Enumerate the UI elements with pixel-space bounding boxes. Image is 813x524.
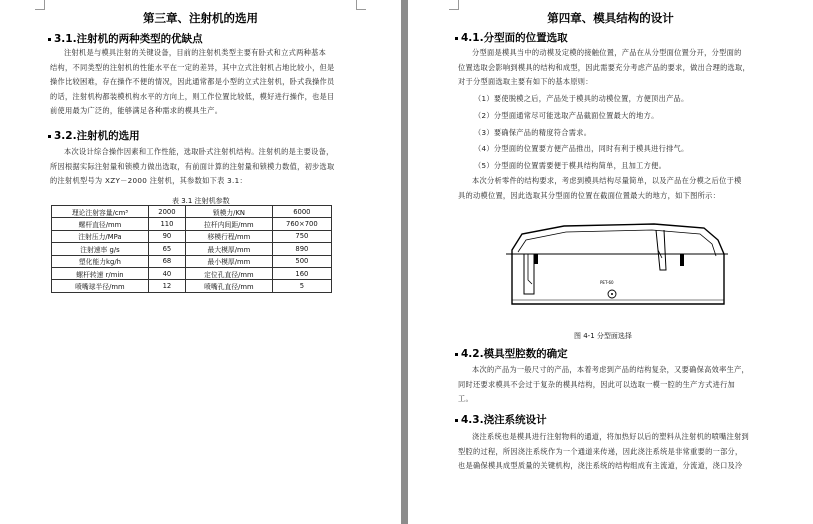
text-line: 注射机是与模具注射的关键设备，目前的注射机类型主要有卧式和立式两种基本 xyxy=(64,48,327,57)
table-value-cell: 12 xyxy=(148,280,185,292)
text-line: 对于分型面选取主要有如下的基本原则： xyxy=(458,77,593,86)
table-value-cell: 750 xyxy=(272,230,331,242)
parting-surface-figure xyxy=(504,210,730,324)
section-heading: 4.3.浇注系统设计 xyxy=(455,412,547,427)
table-value-cell: 5 xyxy=(272,280,331,292)
section-heading: 3.1.注射机的两种类型的优缺点 xyxy=(48,31,203,46)
table-value-cell: 890 xyxy=(272,243,331,255)
table-row xyxy=(52,267,332,279)
text-line: 具的动模位置，因此选取其分型面的位置在截面位置最大的地方，如下图所示： xyxy=(458,190,721,200)
table-value-cell: 500 xyxy=(272,255,331,267)
section-body xyxy=(458,430,772,474)
table-value-cell: 90 xyxy=(148,230,185,242)
table-row xyxy=(52,230,332,242)
section-body xyxy=(50,46,355,119)
section-heading: 4.2.模具型腔数的确定 xyxy=(455,346,568,361)
chapter-title: 第四章、模具结构的设计 xyxy=(547,11,674,25)
table-value-cell: 110 xyxy=(148,218,185,230)
section-body xyxy=(458,46,772,90)
table-param-cell: 螺杆转速 r/min xyxy=(52,267,149,279)
text-line: 本次的产品为一般尺寸的产品，本着考虑到产品的结构复杂，又要确保高效率生产， xyxy=(472,365,750,374)
rule-item: （5）分型面的位置需要便于模具结构简单，且加工方便。 xyxy=(474,161,667,170)
figure-dimension-label: PET-60 xyxy=(600,280,614,285)
table-param-cell: 喷嘴球半径/mm xyxy=(52,280,149,292)
text-line: 结构，不同类型的注射机的性能水平在一定的差异，其中立式注射机占地比较小，但是 xyxy=(50,62,335,72)
table-value-cell: 160 xyxy=(272,267,331,279)
bullet-icon xyxy=(455,37,458,40)
table-param-cell: 注射速率 g/s xyxy=(52,243,149,255)
document-page-left xyxy=(0,0,401,524)
table-param-cell: 螺杆直径/mm xyxy=(52,218,149,230)
table-param-cell: 锁模力/KN xyxy=(186,206,273,218)
table-value-cell: 2000 xyxy=(148,206,185,218)
injection-machine-spec-table xyxy=(51,205,332,293)
section-heading: 3.2.注射机的选用 xyxy=(48,128,140,143)
text-line: 型腔的过程，所因浇注系统作为一个通道来传递，因此浇注系统是非常重要的一部分， xyxy=(458,446,743,456)
text-line: 同时还要求模具不会过于复杂的模具结构，因此可以选取一模一腔的生产方式进行加 xyxy=(458,379,736,389)
rule-item: （1）要使脱模之后，产品处于模具的动模位置，方便顶出产品。 xyxy=(474,94,689,103)
chapter-title: 第三章、注射机的选用 xyxy=(143,11,258,25)
table-row xyxy=(52,255,332,267)
crop-mark xyxy=(35,0,45,10)
bullet-icon xyxy=(455,353,458,356)
table-param-cell: 移模行程/mm xyxy=(186,230,273,242)
text-line: 浇注系统也是模具进行注射物料的通道，将加热好以后的塑料从注射机的喷嘴注射到 xyxy=(472,432,750,441)
bullet-icon xyxy=(455,419,458,422)
table-param-cell: 注射压力/MPa xyxy=(52,230,149,242)
bullet-icon xyxy=(48,135,51,138)
table-value-cell: 65 xyxy=(148,243,185,255)
text-line: 本次分析零件的结构要求，考虑到模具结构尽量简单，以及产品在分模之后位于模 xyxy=(472,176,742,185)
table-caption: 表 3.1 注射机参数 xyxy=(172,197,230,205)
section-body xyxy=(458,174,772,203)
table-row xyxy=(52,243,332,255)
text-line: 的注射机型号为 XZY－2000 注射机，其参数如下表 3.1： xyxy=(50,176,247,185)
rule-item: （4）分型面的位置要方便产品推出，同时有利于模具进行排气。 xyxy=(474,144,689,153)
table-param-cell: 最大模厚/mm xyxy=(186,243,273,255)
table-value-cell: 40 xyxy=(148,267,185,279)
table-value-cell: 760×700 xyxy=(272,218,331,230)
rule-item: （2）分型面通常尽可能选取产品截面位置最大的地方。 xyxy=(474,111,659,120)
crop-mark xyxy=(449,0,459,10)
table-value-cell: 68 xyxy=(148,255,185,267)
table-param-cell: 最小模厚/mm xyxy=(186,255,273,267)
table-param-cell: 塑化能力kg/h xyxy=(52,255,149,267)
figure-caption: 图 4-1 分型面选择 xyxy=(574,332,632,340)
text-line: 分型面是模具当中的动模及定模的接触位置，产品在从分型面位置分开，分型面的 xyxy=(472,48,742,57)
text-line: 位置选取会影响到模具的结构和成型，因此需要充分考虑产品的要求，做出合理的选取， xyxy=(458,62,751,72)
document-page-right xyxy=(408,0,813,524)
text-line: 所因根据实际注射量和锁模力做出选取，有前面计算的注射量和锁模力数值，初步选取 xyxy=(50,161,335,171)
bullet-icon xyxy=(48,38,51,41)
table-row xyxy=(52,206,332,218)
section-body xyxy=(50,145,355,189)
table-param-cell: 拉杆内间距/mm xyxy=(186,218,273,230)
table-row xyxy=(52,218,332,230)
text-line: 工。 xyxy=(458,394,473,403)
text-line: 的话，注射机构都装模机构水平的方向上，则工作位置比较低，模好进行操作，也是目 xyxy=(50,91,335,101)
crop-mark xyxy=(356,0,366,10)
text-line: 也是确保模具成型质量的关键机构，浇注系统的结构组成有主流道，分流道，浇口及冷 xyxy=(458,461,743,470)
table-row xyxy=(52,280,332,292)
text-line: 本次设计综合操作因素和工作性能，选取卧式注射机结构。注射机的是主要设备， xyxy=(64,147,334,156)
rule-item: （3）要确保产品的精度符合需求。 xyxy=(474,128,592,137)
section-body xyxy=(458,363,772,407)
table-param-cell: 理论注射容量/cm³ xyxy=(52,206,149,218)
text-line: 前使用最为广泛的，能够满足各种需求的模具生产。 xyxy=(50,106,223,115)
table-value-cell: 6000 xyxy=(272,206,331,218)
table-param-cell: 喷嘴孔直径/mm xyxy=(186,280,273,292)
text-line: 操作比较困难，存在操作不便的情况，因此通常都是小型的立式注射机，卧式我操作员 xyxy=(50,77,335,86)
page-gutter xyxy=(401,0,408,524)
section-heading: 4.1.分型面的位置选取 xyxy=(455,30,568,45)
table-param-cell: 定位孔直径/mm xyxy=(186,267,273,279)
